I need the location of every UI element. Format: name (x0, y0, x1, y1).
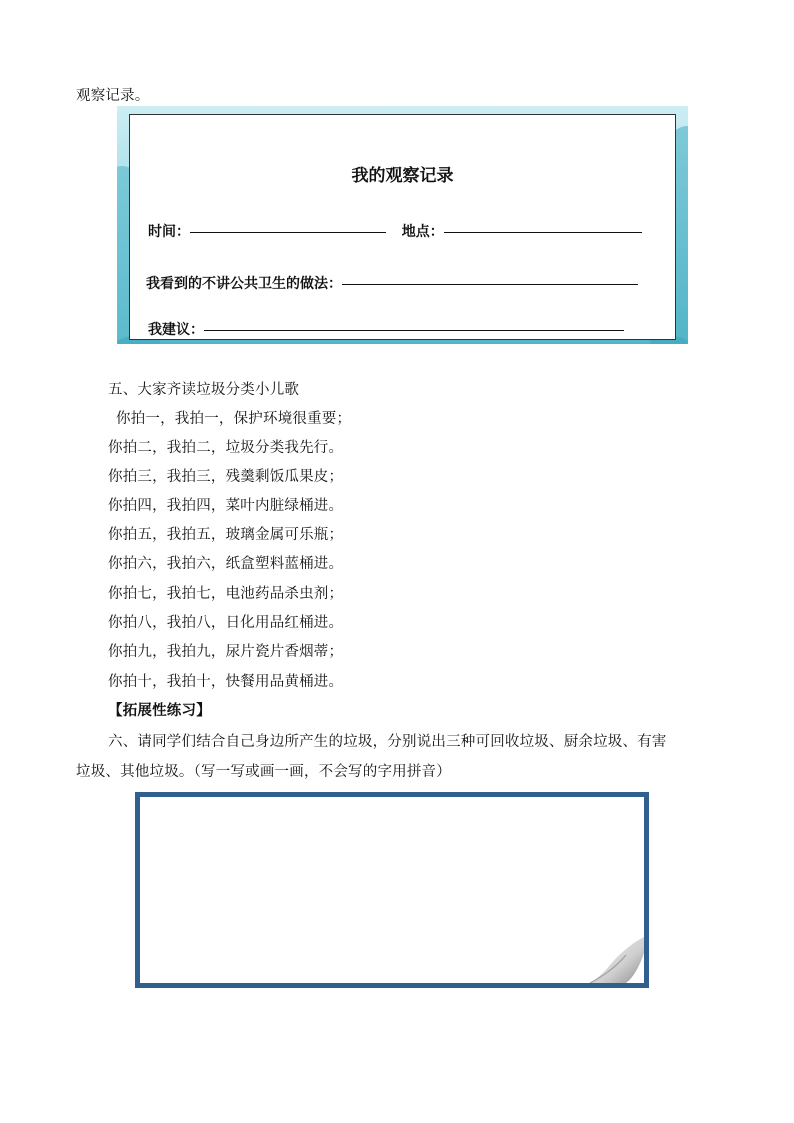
chant-line: 你拍三，我拍三，残羹剩饭瓜果皮； (108, 469, 344, 485)
place-label: 地点： (401, 224, 444, 240)
intro-tail-text: 观察记录。 (76, 88, 150, 104)
chant-line: 你拍二，我拍二，垃圾分类我先行。 (108, 440, 344, 456)
observation-form (129, 114, 676, 340)
chant-line: 你拍四，我拍四，菜叶内脏绿桶进。 (108, 498, 344, 514)
chant-line: 你拍六，我拍六，纸盒塑料蓝桶进。 (108, 556, 344, 572)
answer-drawing-box (135, 792, 649, 988)
observed-label: 我看到的不讲公共卫生的做法： (146, 276, 342, 292)
extension-heading: 【拓展性练习】 (108, 702, 211, 719)
task-text-line2: 垃圾、其他垃圾。（写一写或画一画，不会写的字用拼音） (76, 764, 451, 780)
observation-card (117, 106, 688, 344)
task-text-line1: 六、请同学们结合自己身边所产生的垃圾，分别说出三种可回收垃圾、厨余垃圾、有害 (108, 734, 667, 750)
page-curl-icon (580, 937, 644, 983)
observation-title: 我的观察记录 (351, 166, 454, 186)
place-blank[interactable] (444, 231, 642, 233)
chant-line: 你拍八，我拍八，日化用品红桶进。 (108, 615, 344, 631)
suggestion-label: 我建议： (148, 322, 204, 338)
chant-line: 你拍五，我拍五，玻璃金属可乐瓶； (108, 527, 344, 543)
chant-line: 你拍九，我拍九，尿片瓷片香烟蒂； (108, 644, 344, 660)
suggestion-blank[interactable] (204, 329, 624, 331)
suggestion-row (148, 319, 624, 339)
section5-heading: 五、大家齐读垃圾分类小儿歌 (108, 382, 300, 398)
chant-line: 你拍十，我拍十，快餐用品黄桶进。 (108, 674, 344, 690)
time-label: 时间： (148, 224, 190, 240)
chant-line: 你拍七，我拍七，电池药品杀虫剂； (108, 586, 344, 602)
observed-blank[interactable] (342, 283, 638, 285)
answer-area[interactable] (140, 797, 644, 983)
chant-line: 你拍一，我拍一，保护环境很重要； (116, 411, 352, 427)
time-blank[interactable] (190, 231, 386, 233)
observed-row (146, 273, 638, 293)
time-place-row (148, 221, 642, 241)
